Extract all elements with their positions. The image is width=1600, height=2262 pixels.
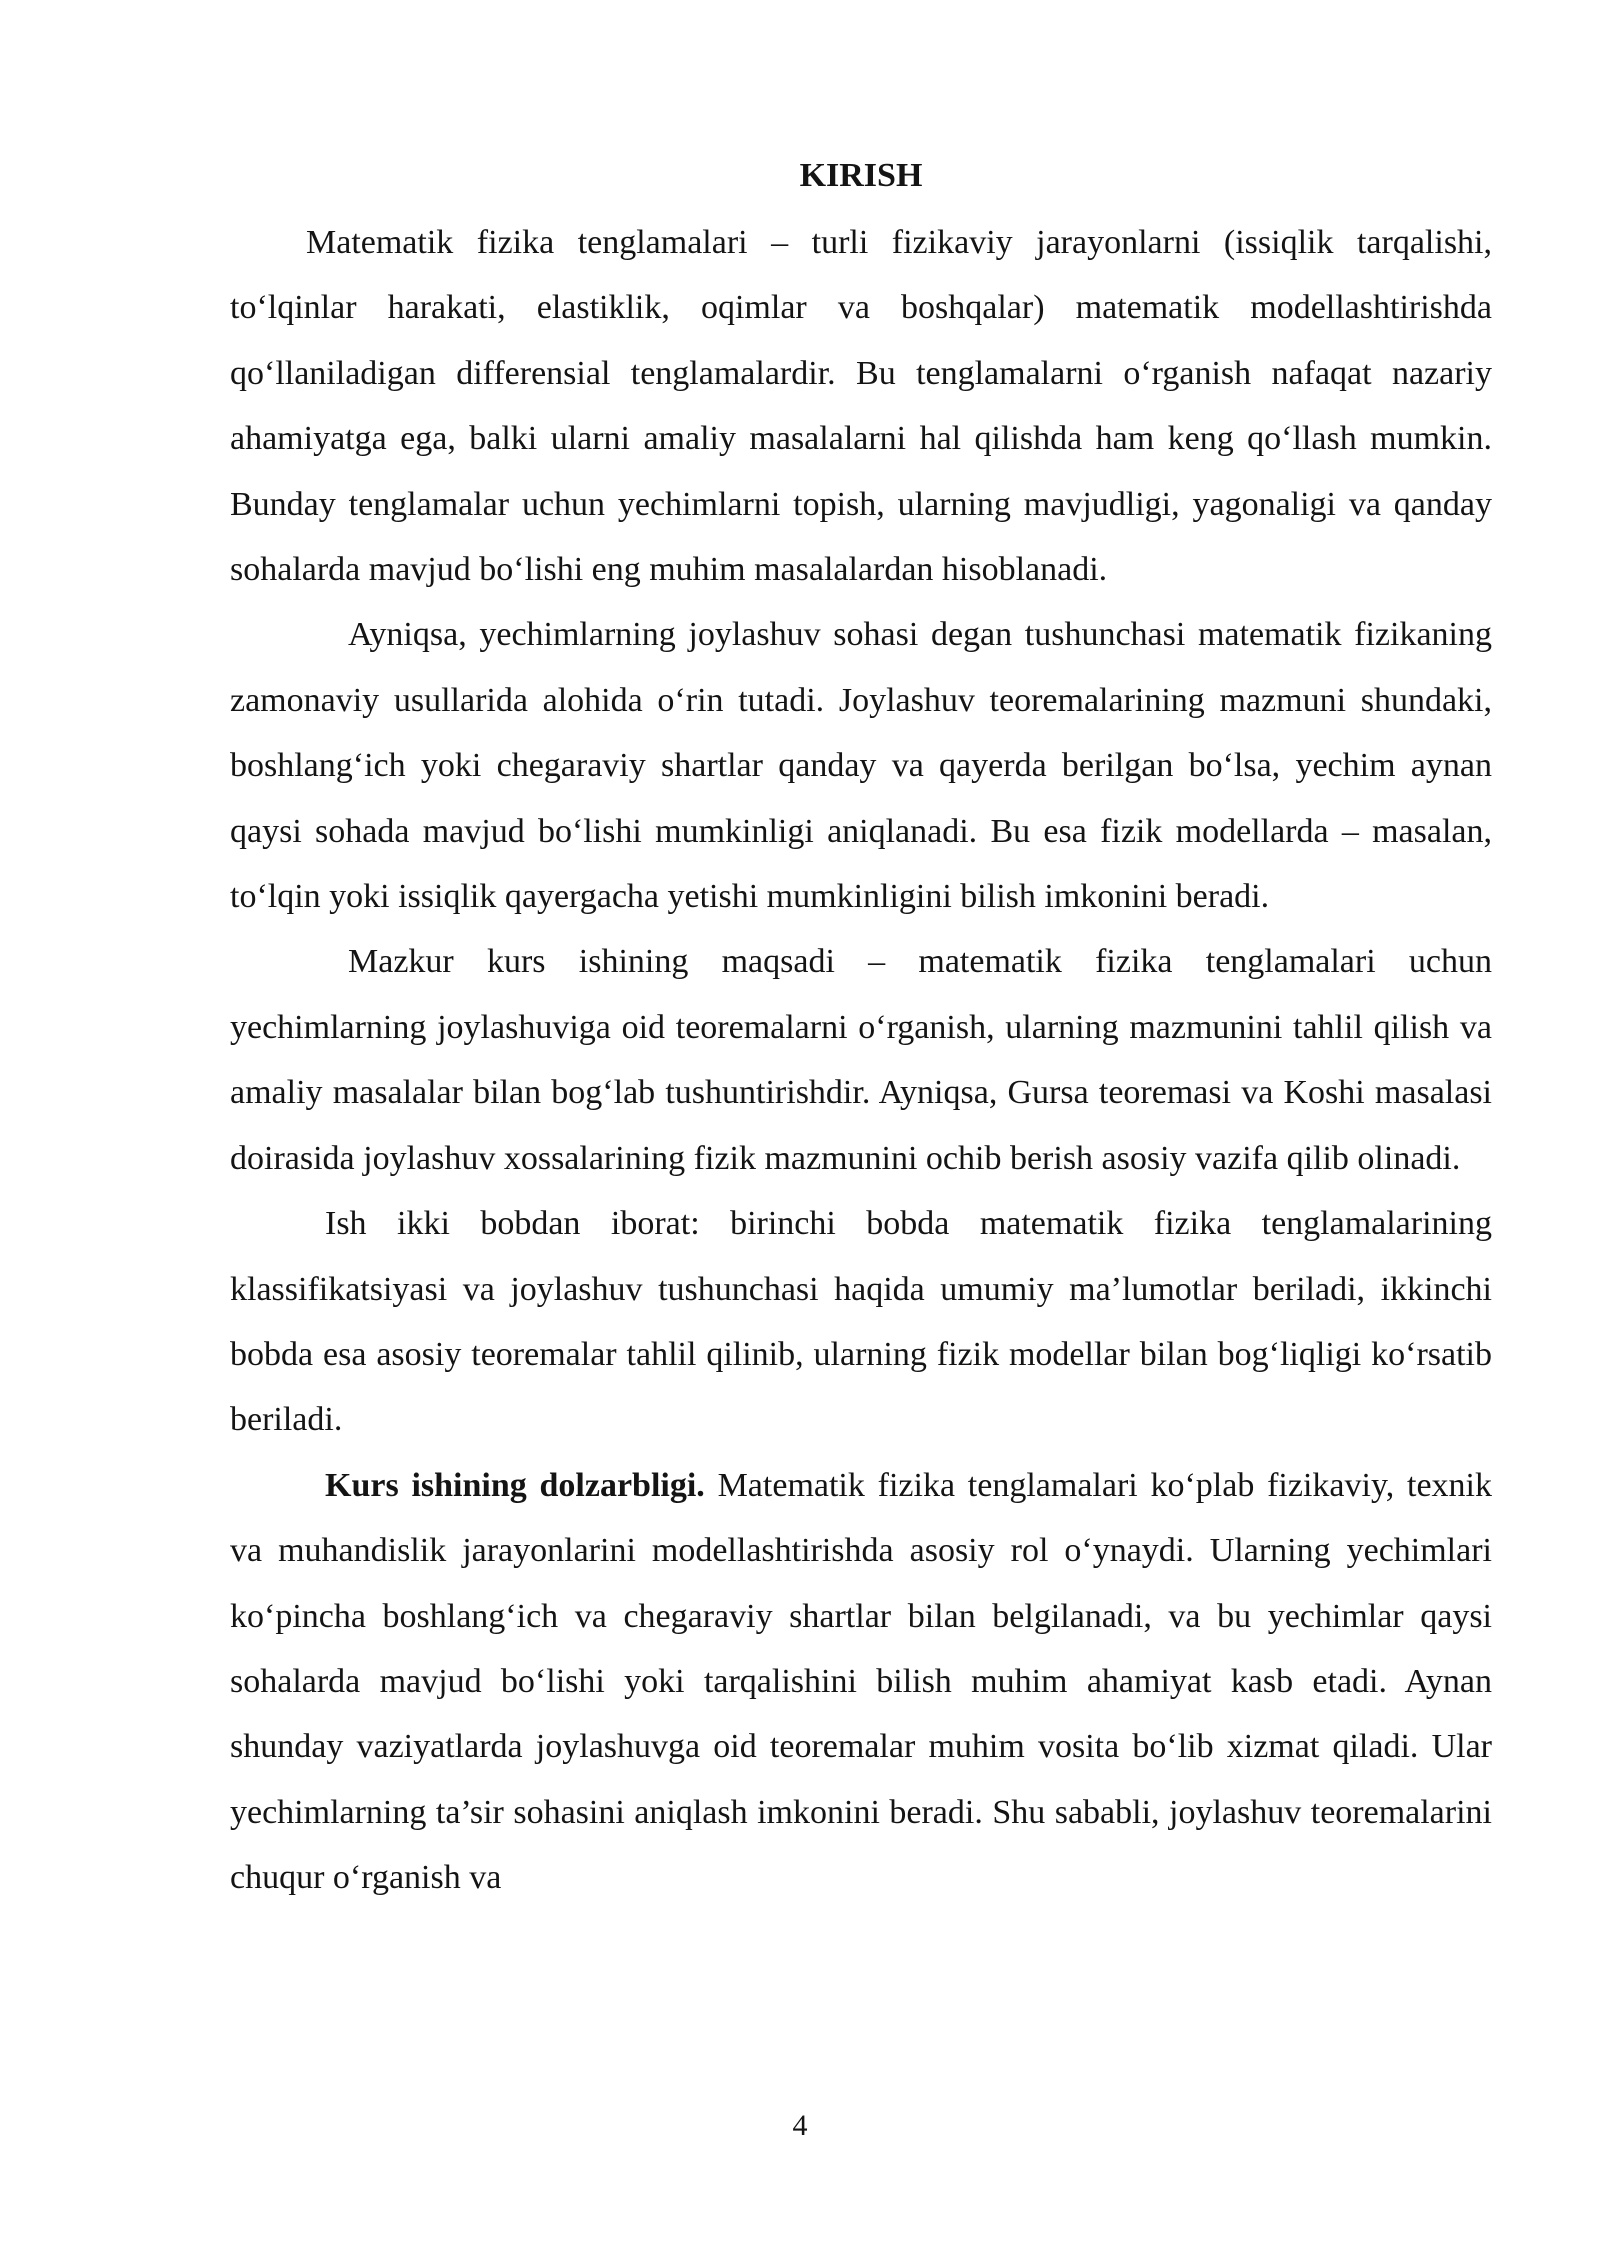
relevance-text: Matematik fizika tenglamalari ko‘plab fizikaviy, texnik va muhandislik jarayonlarini modellashtirishda asosiy rol o‘ynaydi. Ularning yechimlari ko‘pincha boshlang‘ich va chegaraviy shartlar bilan belgilanadi, va bu yechimlar qaysi sohalarda mavjud bo‘lishi yoki tarqalishini bilish muhim ahamiyat kasb etadi. Aynan shunday vaziyatlarda joylashuvga oid teoremalar muhim vosita bo‘lib xizmat qiladi. Ular yechimlarning ta’sir sohasini aniqlash imkonini beradi. Shu sababli, joylashuv teoremalarini chuqur o‘rganish va: [230, 1466, 1492, 1897]
relevance-label: Kurs ishining dolzarbligi.: [325, 1466, 705, 1504]
paragraph-goal: Mazkur kurs ishining maqsadi – matematik fizika tenglamalari uchun yechimlarning joylashuviga oid teoremalarni o‘rganish, ularning mazmunini tahlil qilish va amaliy masalalar bilan bog‘lab tushuntirishdir. Ayniqsa, Gursa teoremasi va Koshi masalasi doirasida joylashuv xossalarining fizik mazmunini ochib berish asosiy vazifa qilib olinadi.: [230, 943, 1492, 1177]
page-number: 4: [792, 2109, 808, 2142]
paragraph-intro: Matematik fizika tenglamalari – turli fizikaviy jarayonlarni (issiqlik tarqalishi, to‘lqinlar harakati, elastiklik, oqimlar va boshqalar) matematik modellashtirishda qo‘llaniladigan differensial tenglamalardir. Bu tenglamalarni o‘rganish nafaqat nazariy ahamiyatga ega, balki ularni amaliy masalalarni hal qilishda ham keng qo‘llash mumkin. Bunday tenglamalar uchun yechimlarni topish, ularning mavjudligi, yagonaligi va qanday sohalarda mavjud bo‘lishi eng muhim masalalardan hisoblanadi.: [230, 224, 1492, 589]
paragraph-structure: Ish ikki bobdan iborat: birinchi bobda matematik fizika tenglamalarining klassifikatsiyasi va joylashuv tushunchasi haqida umumiy ma’lumotlar beriladi, ikkinchi bobda esa asosiy teoremalar tahlil qilinib, ularning fizik modellar bilan bog‘liqligi ko‘rsatib beriladi.: [230, 1205, 1492, 1439]
document-page: [230, 150, 1492, 1911]
page-title: KIRISH: [799, 157, 923, 194]
paragraph-location-concept: Ayniqsa, yechimlarning joylashuv sohasi degan tushunchasi matematik fizikaning zamonaviy usullarida alohida o‘rin tutadi. Joylashuv teoremalarining mazmuni shundaki, boshlang‘ich yoki chegaraviy shartlar qanday va qayerda berilgan bo‘lsa, yechim aynan qaysi sohada mavjud bo‘lishi mumkinligi aniqlanadi. Bu esa fizik modellarda – masalan, to‘lqin yoki issiqlik qayergacha yetishi mumkinligini bilish imkonini beradi.: [230, 616, 1492, 916]
paragraph-relevance: [230, 1453, 1492, 1911]
